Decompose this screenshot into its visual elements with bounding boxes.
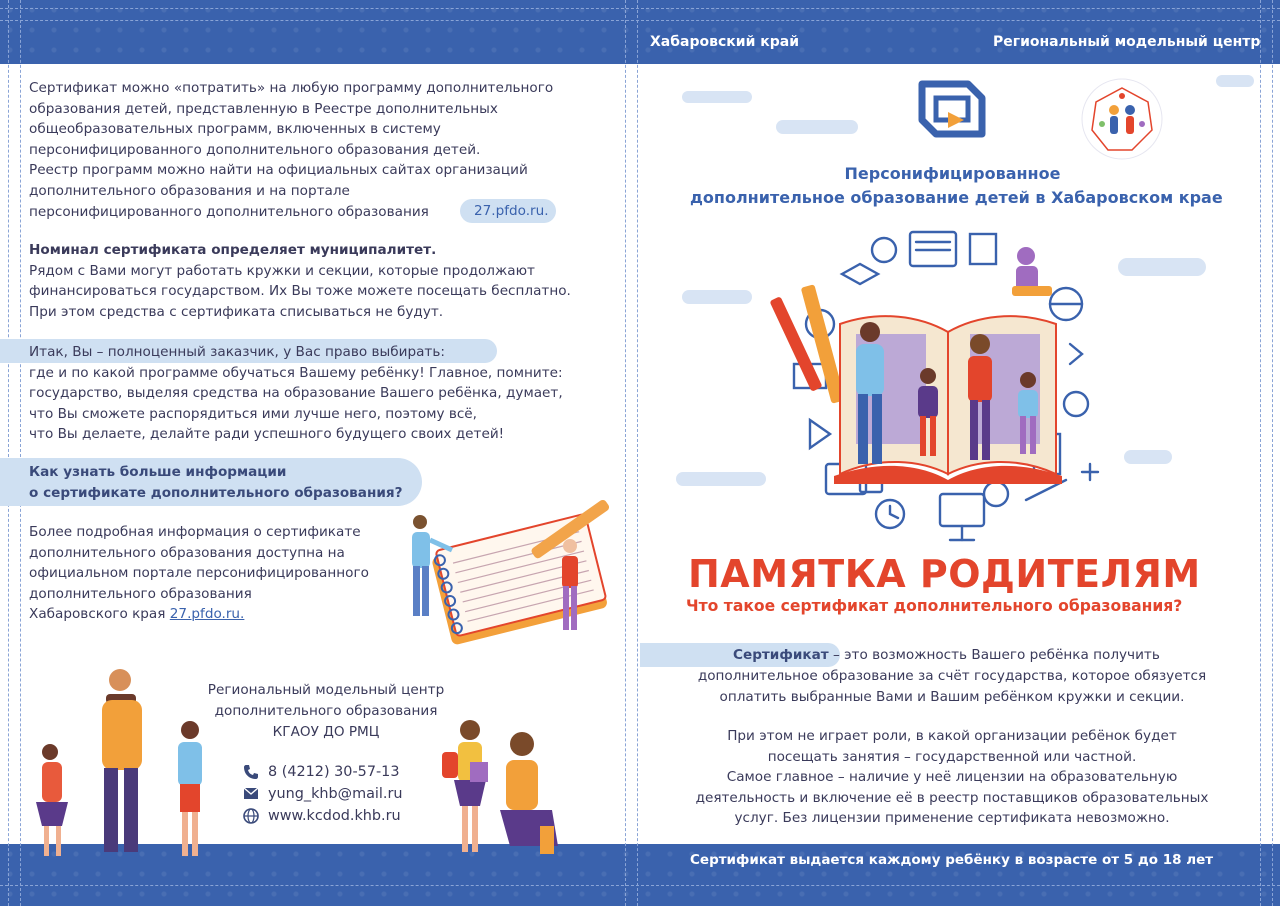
cut-line-left [8,0,9,906]
cut-line-right [1260,0,1261,906]
deco-bar [1118,258,1206,276]
org-block: Региональный модельный центр дополнительного образования КГАОУ ДО РМЦ [207,682,445,740]
phone-number[interactable]: 8 (4212) 30-57-13 [268,764,400,780]
center-label: Региональный модельный центр [993,34,1261,50]
intro-paragraph: Сертификат можно «потратить» на любую программу дополнительного образования детей, представленную в Реестре дополнительных общеобразовательных программ, включенных в систему персонифицированного дополнительного образования детей. Реестр программ можно найти на официальных сайтах организаций дополнительного образования и на портале персонифицированного дополнительного образования [29,80,554,220]
email-icon [243,787,259,801]
cert-word: Сертификат [733,647,829,663]
family-illustration [30,668,210,866]
email-address[interactable]: yung_khb@mail.ru [268,786,403,802]
choice-title: Итак, Вы – полноценный заказчик, у Вас право выбирать: [29,344,445,360]
info-paragraph: При этом не играет роли, в какой организации ребёнок будет посещать занятия – государственной или частной. Самое главное – наличие у неё лицензии на образовательную деятельность и включение её в реестр поставщиков образовательных услуг. Без лицензии применение сертификата невозможно. [695,728,1209,827]
badge-logo [1072,74,1172,164]
notebook-illustration [400,510,615,645]
nominal-title: Номинал сертификата определяет муниципалитет. [29,242,437,258]
more-info-paragraph: Более подробная информация о сертификате дополнительного образования доступна на официальном портале персонифицированного дополнительного образования Хабаровского края 27.pfdo.ru. [29,524,369,623]
sub-heading: Что такое сертификат дополнительного образования? [686,597,1183,615]
panel-title: Персонифицированное дополнительное образование детей в Хабаровском крае [690,164,1223,207]
globe-icon [243,808,259,824]
website-link[interactable]: www.kcdod.khb.ru [268,808,401,824]
deco-bar [1216,75,1254,87]
deco-bar [776,120,858,134]
more-info-title: Как узнать больше информации о сертификате дополнительного образования? [29,464,403,501]
portal-link[interactable]: 27.pfdo.ru. [474,203,549,219]
phone-icon [243,764,259,780]
deco-bar [682,91,752,103]
cert-paragraph: дополнительное образование за счёт государства, которое обязуется оплатить выбранные Вами и Вашим ребёнком кружки и секции. [697,668,1207,705]
region-label: Хабаровский край [650,34,800,50]
deco-bar [676,472,766,486]
top-banner [0,0,1280,64]
cut-line-left-inner [20,0,21,906]
book-illustration [790,224,1110,550]
cut-line-bottom [0,885,1280,886]
portal-link-2[interactable]: 27.pfdo.ru. [169,606,245,623]
main-heading: ПАМЯТКА РОДИТЕЛЯМ [688,552,1201,596]
deco-bar [682,290,752,304]
nominal-paragraph: Номинал сертификата определяет муниципалитет. Рядом с Вами могут работать кружки и секции, которые продолжают финансироваться государством. Их Вы тоже можете посещать бесплатно. При этом средства с сертификата списываться не будут. [29,242,571,320]
cut-line-top-inner [0,20,1280,21]
fold-line [625,0,626,906]
cert-first-line: Сертификат – это возможность Вашего ребёнка получить [733,647,1160,663]
deco-bar [1124,450,1172,464]
footer-note: Сертификат выдается каждому ребёнку в возрасте от 5 до 18 лет [690,852,1214,868]
mother-daughter-illustration [440,716,565,864]
cut-line-top [0,8,1280,9]
rmc-logo [908,76,996,146]
fold-line-2 [637,0,638,906]
choice-paragraph: Итак, Вы – полноценный заказчик, у Вас право выбирать: где и по какой программе обучаться Вашему ребёнку! Главное, помните: государство, выделяя средства на образование Вашего ребёнка, думает, что Вы сможете распорядиться ими лучше него, поэтому всё, что Вы делаете, делайте ради успешного будущего своих детей! [29,344,563,443]
cut-line-right-outer [1272,0,1273,906]
